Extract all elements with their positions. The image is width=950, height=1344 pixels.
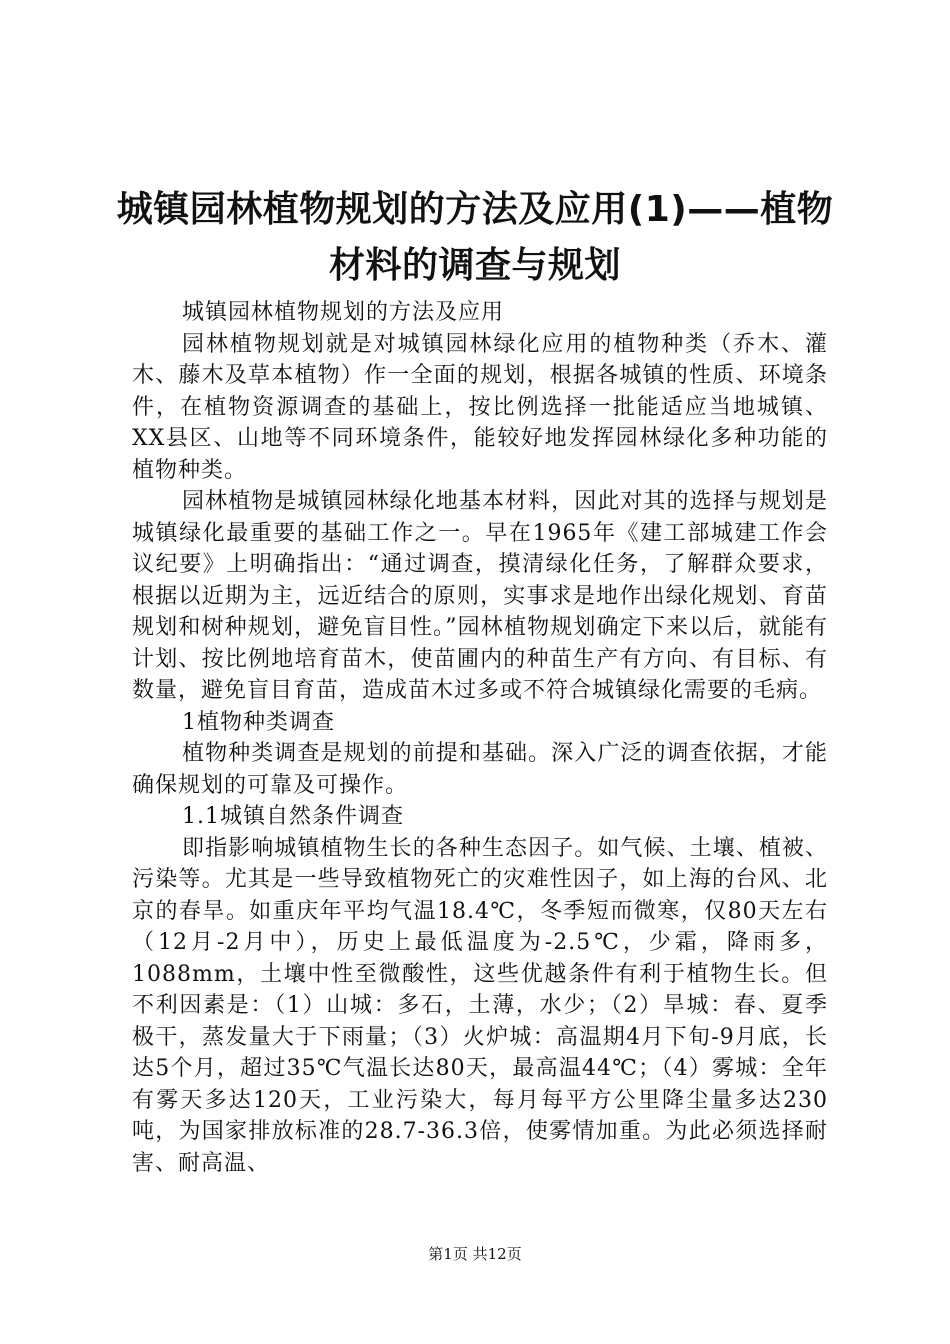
paragraph-importance: 园林植物是城镇园林绿化地基本材料，因此对其的选择与规划是城镇绿化最重要的基础工作之一。早在1965年《建工部城建工作会议纪要》上明确指出：“通过调查，摸清绿化任务，了解群众要求，根据以近期为主，远近结合的原则，实事求是地作出绿化规划、育苗规划和树种规划，避免盲目性。”园林植物规划确定下来以后，就能有计划、按比例地培育苗木，使苗圃内的种苗生产有方向、有目标、有数量，避免盲目育苗，造成苗木过多或不符合城镇绿化需要的毛病。 — [132, 489, 828, 703]
page-footer: 第1页 共12页 — [428, 1245, 522, 1263]
paragraph-definition: 园林植物规划就是对城镇园林绿化应用的植物种类（乔木、灌木、藤木及草本植物）作一全面的规划，根据各城镇的性质、环境条件，在植物资源调查的基础上，按比例选择一批能适应当地城镇、XX县区、山地等不同环境条件，能较好地发挥园林绿化多种功能的植物种类。 — [132, 331, 828, 483]
document-title: 城镇园林植物规划的方法及应用(1)——植物材料的调查与规划 — [116, 189, 834, 286]
section-heading-1-1: 1.1城镇自然条件调查 — [182, 804, 404, 829]
document-body — [132, 297, 828, 1179]
section-heading-1: 1植物种类调查 — [182, 709, 335, 735]
paragraph-natural-conditions: 即指影响城镇植物生长的各种生态因子。如气候、土壤、植被、污染等。尤其是一些导致植物死亡的灾难性因子，如上海的台风、北京的春旱。如重庆年平均气温18.4℃，冬季短而微寒，仅80天左右（12月-2月中），历史上最低温度为-2.5℃，少霜，降雨多，1088mm，土壤中性至微酸性，这些优越条件有利于植物生长。但不利因素是：（1）山城：多石，土薄，水少；（2）旱城：春、夏季极干，蒸发量大于下雨量；（3）火炉城：高温期4月下旬-9月底，长达5个月，超过35℃气温长达80天，最高温44℃；（4）雾城：全年有雾天多达120天，工业污染大，每月每平方公里降尘量多达230吨，为国家排放标准的28.7-36.3倍，使雾情加重。为此必须选择耐害、耐高温、 — [132, 835, 828, 1176]
paragraph-survey-basis: 植物种类调查是规划的前提和基础。深入广泛的调查依据，才能确保规划的可靠及可操作。 — [132, 741, 828, 798]
paragraph-subtitle: 城镇园林植物规划的方法及应用 — [182, 300, 505, 325]
